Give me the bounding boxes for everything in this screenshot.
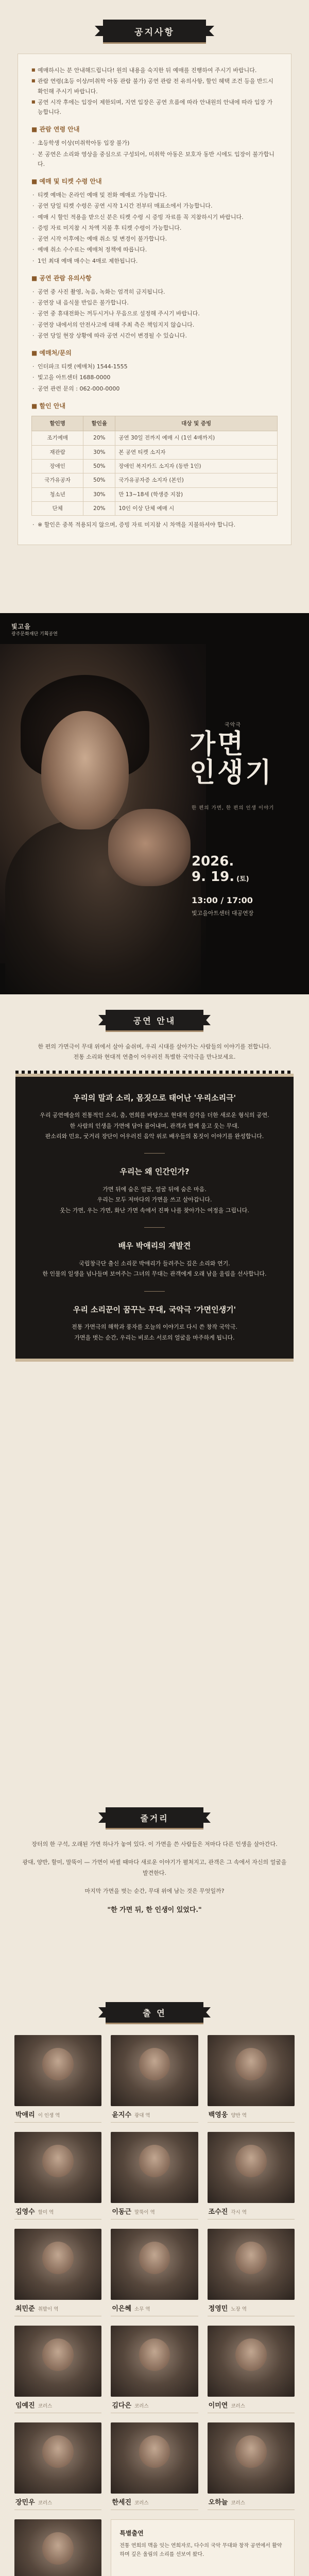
cast-role: 코러스 (134, 2403, 149, 2409)
cast-name: 백영웅 (208, 2111, 228, 2119)
panel-heading: 우리는 왜 인간인가? (119, 1167, 190, 1177)
cast-name: 이미연 (208, 2402, 228, 2410)
performer-hands-mask-image (108, 809, 191, 886)
poster-title-line: 인생기 (190, 756, 273, 788)
cast-photo (111, 2035, 198, 2106)
cast-card (111, 2035, 198, 2123)
panel-divider (144, 1291, 165, 1292)
notice-item: · 빛고을 아트센터 1688-0000 (31, 372, 278, 382)
panel-text: 한 사람의 인생을 가면에 담아 풀어내며, 관객과 함께 울고 웃는 무대. (70, 1122, 239, 1129)
panel-text: 판소리와 민요, 굿거리 장단이 어우러진 음악 위로 배우들의 몸짓이 이야기를 완성합니다. (45, 1133, 264, 1140)
panel-text: 우리 공연예술의 전통적인 소리, 춤, 연희를 바탕으로 현대적 감각을 더한 새로운 형식의 공연. (40, 1112, 269, 1119)
discount-cell: 20% (83, 431, 115, 445)
discount-cell: 본 공연 티켓 소지자 (115, 445, 278, 459)
discount-cell: 장애인 (32, 459, 83, 473)
cast-name: 박애리 (15, 2111, 35, 2119)
cast-photo (208, 2229, 295, 2300)
notice-banner: 공지사항 (103, 20, 206, 42)
cast-grid (14, 2035, 295, 2576)
discount-table (31, 416, 278, 516)
panel-heading: 배우 박애리의 재발견 (118, 1241, 191, 1251)
notice-item: · 예매 취소 수수료는 예매처 정책에 따릅니다. (31, 245, 278, 255)
cast-role: 각시 역 (231, 2210, 247, 2215)
discount-row (32, 445, 278, 459)
cast-role: 이 인생 역 (38, 2113, 60, 2119)
cast-role: 소무 역 (134, 2307, 150, 2312)
discount-cell: 공연 30일 전까지 예매 시 (1인 4매까지) (115, 431, 278, 445)
discount-cell: 국가유공자증 소지자 (본인) (115, 473, 278, 487)
discount-row (32, 487, 278, 501)
notice-item: · 예매 시 할인 적용을 받으신 분은 티켓 수령 시 증빙 자료를 꼭 지참하시기 바랍니다. (31, 212, 278, 222)
notice-section-title: ■ 예매처/문의 (31, 349, 72, 357)
cast-bio-text: 전통 연희의 맥을 잇는 연희자로, 다수의 국악 무대와 창작 공연에서 활약하며 깊은 울림의 소리를 선보여 왔다. (119, 2543, 282, 2558)
panel-divider (144, 1153, 165, 1154)
cast-role: 할미 역 (38, 2210, 54, 2215)
cast-name: 윤지수 (112, 2111, 132, 2119)
cast-photo (208, 2132, 295, 2203)
synopsis-paragraph: 장터의 한 구석, 오래된 가면 하나가 놓여 있다. 이 가면을 쓴 사람들은 저마다 다른 인생을 살아간다. (31, 1841, 278, 1848)
cast-section (0, 1999, 309, 2576)
poster-subtitle: 한 편의 가면, 한 편의 인생 이야기 (192, 805, 274, 811)
cast-photo (14, 2035, 101, 2106)
discount-cell: 단체 (32, 502, 83, 516)
discount-cell: 50% (83, 473, 115, 487)
panel-heading: 우리의 말과 소리, 몸짓으로 태어난 '우리소리극' (73, 1093, 236, 1103)
discount-cell: 청소년 (32, 487, 83, 501)
discount-row (32, 502, 278, 516)
panel-divider (144, 1227, 165, 1228)
notice-item: · 공연 시작 이후에는 예매 취소 및 변경이 불가합니다. (31, 234, 278, 244)
notice-section-title: ■ 예매 및 티켓 수령 안내 (31, 178, 102, 185)
panel-text: 웃는 가면, 우는 가면, 화난 가면 속에서 진짜 나를 찾아가는 여정을 그립니다. (60, 1207, 249, 1214)
cast-card (14, 2326, 101, 2413)
cast-card (111, 2229, 198, 2316)
notice-intro-line: ■ 공연 시작 후에는 입장이 제한되며, 지연 입장은 공연 흐름에 따라 안내원의 안내에 따라 입장 가능합니다. (31, 97, 278, 117)
cast-card (208, 2035, 295, 2123)
cast-card (111, 2422, 198, 2510)
panel-text: 우리는 모두 저마다의 가면을 쓰고 살아갑니다. (97, 1196, 212, 1204)
notice-box (18, 54, 291, 545)
panel-text: 국립창극단 출신 소리꾼 박애리가 들려주는 깊은 소리와 연기. (79, 1260, 230, 1267)
discount-row (32, 431, 278, 445)
discount-header-row (32, 416, 278, 431)
discount-header-cell: 대상 및 증빙 (115, 416, 278, 431)
cast-photo (14, 2422, 101, 2494)
cast-card (14, 2422, 101, 2510)
cast-banner: 출 연 (106, 2002, 203, 2023)
cast-name: 김영수 (15, 2208, 35, 2216)
discount-cell: 10인 이상 단체 예매 시 (115, 502, 278, 516)
cast-name: 김다은 (112, 2402, 132, 2410)
notice-item: · 공연장 내에서의 안전사고에 대해 주최 측은 책임지지 않습니다. (31, 320, 278, 330)
cast-name: 조수진 (208, 2208, 228, 2216)
discount-header-cell: 할인명 (32, 416, 83, 431)
panel-text: 가면 뒤에 숨은 얼굴, 얼굴 뒤에 숨은 마음. (102, 1186, 207, 1193)
presenter-logo-sub: 광주문화재단 기획공연 (11, 631, 58, 637)
notice-item: · 초등학생 이상(미취학아동 입장 불가) (31, 138, 278, 148)
synopsis-paragraph: 광대, 양반, 할미, 말뚝이 — 가면이 바뀔 때마다 새로운 이야기가 펼쳐지고, 관객은 그 속에서 자신의 얼굴을 발견한다. (22, 1858, 287, 1876)
synopsis-text (21, 1839, 288, 1917)
cast-role: 취발이 역 (38, 2307, 59, 2312)
synopsis-paragraph: 마지막 가면을 벗는 순간, 무대 위에 남는 것은 무엇일까? (84, 1887, 225, 1894)
cast-role: 코러스 (231, 2500, 245, 2506)
performance-panel (15, 1074, 294, 1362)
notice-item: · 티켓 예매는 온라인 예매 및 전화 예매로 가능합니다. (31, 190, 278, 200)
notice-item: · 공연 중 휴대전화는 꺼두시거나 무음으로 설정해 주시기 바랍니다. (31, 309, 278, 318)
performance-banner: 공연 안내 (106, 1010, 203, 1030)
cast-photo (208, 2326, 295, 2397)
notice-intro-line: ■ 예매하시는 분 안내해드립니다! 원의 내용을 숙지한 뒤 예매를 진행하여 주시기 바랍니다. (31, 65, 278, 75)
cast-name: 이동근 (112, 2208, 132, 2216)
notice-section-title: ■ 관람 연령 안내 (31, 126, 80, 133)
cast-card (14, 2519, 101, 2576)
poster-date-year: 2026. (192, 854, 234, 869)
discount-title: ■ 할인 안내 (31, 402, 66, 410)
notice-item: · 본 공연은 소리와 영상을 중심으로 구성되어, 미취학 아동은 보호자 동반 시에도 입장이 불가합니다. (31, 149, 278, 170)
cast-photo (111, 2422, 198, 2494)
cast-bio-box (111, 2519, 295, 2576)
performance-section (0, 994, 309, 1798)
cast-name: 최민준 (15, 2305, 35, 2313)
cast-role: 광대 역 (134, 2113, 150, 2119)
discount-cell: 장애인 복지카드 소지자 (동반 1인) (115, 459, 278, 473)
cast-bio-title: 특별출연 (119, 2530, 144, 2537)
cast-role: 양반 역 (231, 2113, 247, 2119)
cast-card (14, 2229, 101, 2316)
poster-times: 13:00 / 17:00 (192, 895, 253, 905)
cast-role: 노장 역 (231, 2307, 247, 2312)
presenter-logo-name: 빛고을 (11, 623, 31, 630)
cast-photo (111, 2132, 198, 2203)
poster-section (0, 613, 309, 994)
cast-name: 장민우 (15, 2499, 35, 2506)
cast-card (208, 2422, 295, 2510)
notice-item: · 공연 당일 티켓 수령은 공연 시작 1시간 전부터 매표소에서 가능합니다. (31, 201, 278, 211)
synopsis-section (0, 1798, 309, 1999)
cast-card (208, 2326, 295, 2413)
discount-cell: 30% (83, 487, 115, 501)
cast-card (111, 2326, 198, 2413)
discount-footnote: · ※ 할인은 중복 적용되지 않으며, 증빙 자료 미지참 시 차액을 지불하셔야 합니다. (31, 520, 278, 530)
cast-name: 임예진 (15, 2402, 35, 2410)
notice-intro-line: ■ 관람 연령(초등 이상/미취학 아동 관람 불가) 공연 관람 전 유의사항, 할인 혜택 조건 등을 반드시 확인해 주시기 바랍니다. (31, 76, 278, 96)
cast-card (111, 2132, 198, 2219)
cast-role: 코러스 (134, 2500, 149, 2506)
panel-text: 한 인물의 일생을 넘나들며 보여주는 그녀의 무대는 관객에게 오래 남을 울림을 선사합니다. (42, 1270, 267, 1278)
discount-cell: 20% (83, 502, 115, 516)
cast-name: 정영민 (208, 2305, 228, 2313)
notice-item: · 공연장 내 음식물 반입은 불가합니다. (31, 298, 278, 308)
cast-card (14, 2035, 101, 2123)
cast-role: 코러스 (231, 2403, 245, 2409)
notice-section (0, 0, 309, 613)
poster-date (192, 854, 249, 885)
notice-item: · 공연 관련 문의 : 062-000-0000 (31, 384, 278, 394)
cast-card (14, 2132, 101, 2219)
notice-item: · 공연 중 사진 촬영, 녹음, 녹화는 엄격히 금지됩니다. (31, 287, 278, 297)
cast-photo (208, 2035, 295, 2106)
discount-cell: 조기예매 (32, 431, 83, 445)
poster-title-line: 가면 (190, 728, 246, 760)
discount-cell: 국가유공자 (32, 473, 83, 487)
cast-name: 오하늘 (208, 2499, 228, 2506)
performance-lead: 한 편의 가면극이 무대 위에서 살아 숨쉬며, 우리 시대를 살아가는 사람들의 이야기를 전합니다. 전통 소리와 현대적 연출이 어우러진 특별한 국악극을 만나보세요. (38, 1043, 271, 1060)
synopsis-banner: 줄거리 (106, 1807, 203, 1828)
poster-date-day: 9. 19. (192, 869, 235, 885)
discount-header-cell: 할인율 (83, 416, 115, 431)
synopsis-quote: "한 가면 뒤, 한 인생이 있었다." (107, 1906, 202, 1914)
notice-section-title: ■ 공연 관람 유의사항 (31, 274, 92, 282)
cast-photo (208, 2422, 295, 2494)
poster-pre-title: 국악극 (225, 722, 241, 728)
notice-item: · 공연 당일 현장 상황에 따라 공연 시간이 변경될 수 있습니다. (31, 331, 278, 341)
cast-role: 코러스 (38, 2403, 53, 2409)
notice-item: · 증빙 자료 미지참 시 차액 지불 후 티켓 수령이 가능합니다. (31, 223, 278, 233)
cast-name: 한세진 (112, 2499, 132, 2506)
cast-name: 이은혜 (112, 2305, 132, 2313)
cast-role: 코러스 (38, 2500, 53, 2506)
cast-role: 말뚝이 역 (134, 2210, 155, 2215)
panel-text: 전통 가면극의 해학과 풍자를 오늘의 이야기로 다시 쓴 창작 국악극. (72, 1324, 237, 1331)
cast-photo (111, 2326, 198, 2397)
panel-text: 가면을 벗는 순간, 우리는 비로소 서로의 얼굴을 마주하게 됩니다. (74, 1334, 235, 1341)
poster-title (190, 728, 273, 788)
discount-cell: 50% (83, 459, 115, 473)
cast-photo (14, 2326, 101, 2397)
cast-photo (111, 2229, 198, 2300)
notice-item: · 1인 최대 예매 매수는 4매로 제한됩니다. (31, 256, 278, 266)
cast-card (208, 2132, 295, 2219)
cast-photo (14, 2229, 101, 2300)
panel-heading: 우리 소리꾼이 꿈꾸는 무대, 국악극 '가면인생기' (73, 1304, 236, 1314)
cast-card (208, 2229, 295, 2316)
discount-row (32, 459, 278, 473)
poster-venue: 빛고을아트센터 대공연장 (192, 910, 254, 917)
presenter-logo (11, 622, 58, 637)
cast-photo (14, 2519, 101, 2576)
cast-extra (111, 2519, 295, 2576)
discount-cell: 만 13~18세 (학생증 지참) (115, 487, 278, 501)
discount-cell: 30% (83, 445, 115, 459)
discount-cell: 재관람 (32, 445, 83, 459)
notice-item: · 인터파크 티켓 (예매처) 1544-1555 (31, 362, 278, 371)
poster-date-weekday: (토) (236, 875, 249, 883)
performer-face-image (41, 711, 129, 829)
cast-photo (14, 2132, 101, 2203)
discount-row (32, 473, 278, 487)
